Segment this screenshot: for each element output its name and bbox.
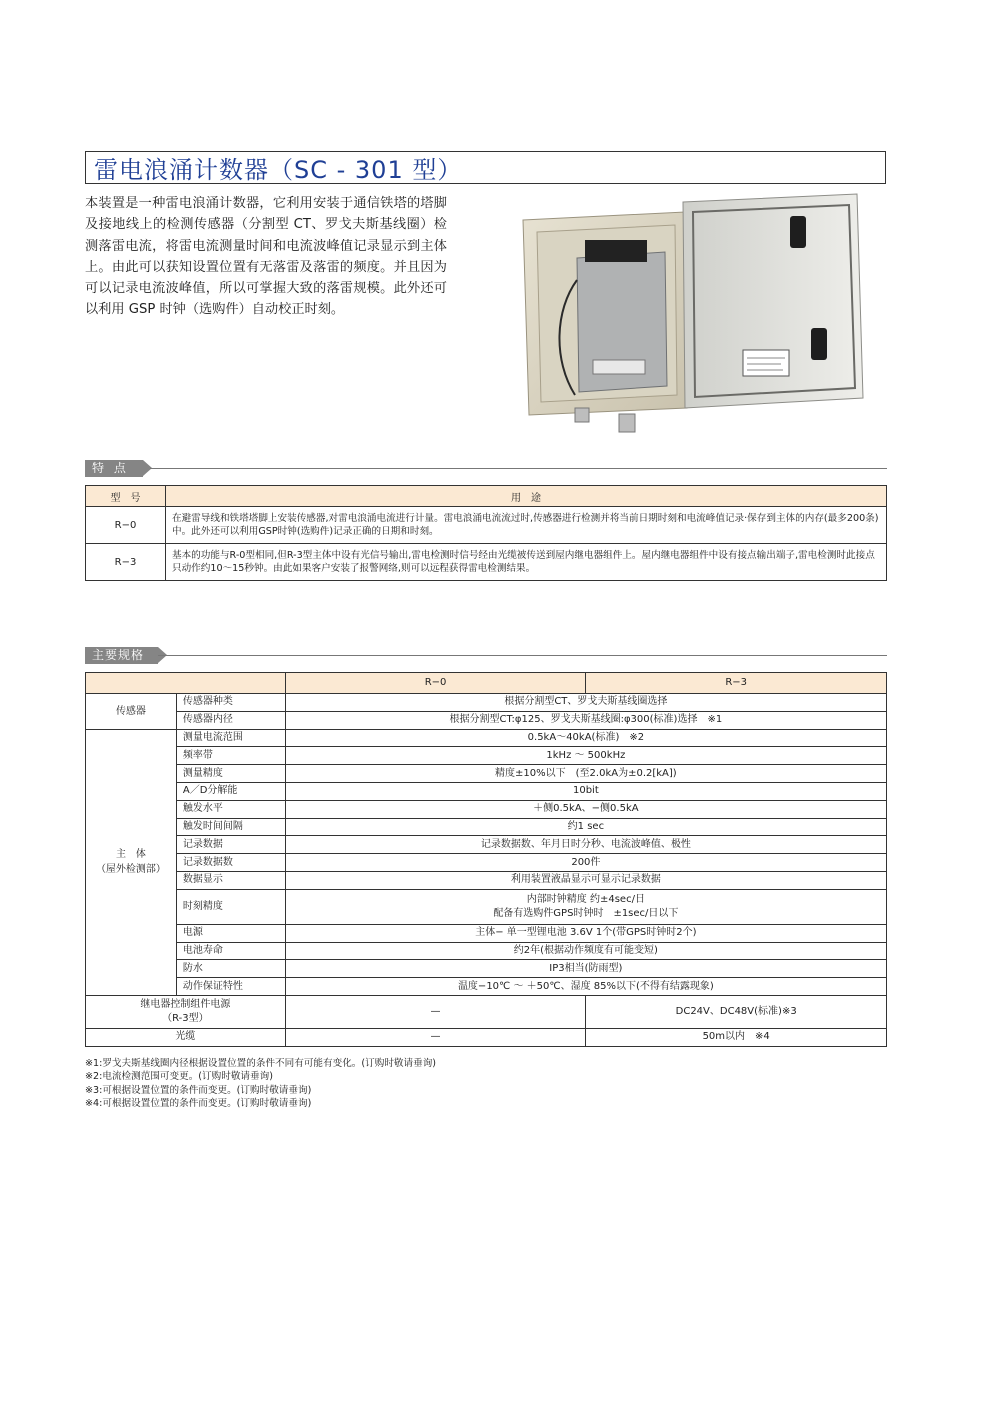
spec-label: 频率带 — [176, 747, 285, 765]
features-model-cell: R−3 — [86, 544, 166, 581]
footnote: ※4:可根据设置位置的条件而变更。(订购时敬请垂询) — [85, 1097, 312, 1109]
spec-label: 测量电流范围 — [176, 729, 285, 747]
relay-power-label-line1: 继电器控制组件电源 — [140, 998, 231, 1010]
sensor-group-label: 传感器 — [86, 694, 177, 730]
specs-section-tag — [85, 647, 158, 664]
table-row — [86, 747, 887, 765]
specs-table — [85, 672, 887, 1047]
table-row — [86, 711, 887, 729]
specs-header-row — [86, 673, 887, 694]
table-row — [86, 978, 887, 996]
spec-label: 数据显示 — [176, 871, 285, 889]
features-tag-label: 特 点 — [85, 460, 143, 477]
spec-label: 测量精度 — [176, 765, 285, 783]
spec-value: 温度−10℃ ～ ＋50℃、湿度 85%以下(不得有结露现象) — [285, 978, 886, 996]
table-row — [86, 924, 887, 942]
spec-value: 记录数据数、年月日时分秒、电流波峰值、极性 — [285, 836, 886, 854]
features-model-cell: R−0 — [86, 507, 166, 544]
time-accuracy-line1: 内部时钟精度 约±4sec/日 — [526, 893, 645, 905]
table-row — [86, 818, 887, 836]
optical-cable-r3: 50m以内 ※4 — [586, 1028, 887, 1046]
features-header-use: 用 途 — [166, 486, 887, 507]
spec-label: 触发时间间隔 — [176, 818, 285, 836]
time-accuracy-line2: 配备有选购件GPS时钟时 ±1sec/日以下 — [493, 907, 679, 919]
spec-value: 约2年(根据动作频度有可能变短) — [285, 942, 886, 960]
specs-tag-label: 主要规格 — [85, 647, 158, 664]
spec-label: 防水 — [176, 960, 285, 978]
spec-value: 利用装置液晶显示可显示记录数据 — [285, 871, 886, 889]
spec-value: 精度±10%以下 (至2.0kA为±0.2[kA]) — [285, 765, 886, 783]
spec-value: 约1 sec — [285, 818, 886, 836]
specs-divider — [158, 655, 887, 656]
table-row — [86, 800, 887, 818]
intro-paragraph: 本装置是一种雷电浪涌计数器，它利用安装于通信铁塔的塔脚及接地线上的检测传感器（分割型 CT、罗戈夫斯基线圈）检测落雷电流，将雷电流测量时间和电流波峰值记录显示到主体上。由此可以获知设置位置有无落雷及落雷的频度。并且因为可以记录电流波峰值，所以可掌握大致的落雷规模。此外还可以利用 GSP 时钟（选购件）自动校正时刻。 — [85, 196, 447, 318]
features-desc-cell: 在避雷导线和铁塔塔脚上安装传感器,对雷电浪涌电流进行计量。雷电浪涌电流流过时,传感器进行检测并将当前日期时刻和电流峰值记录·保存到主体的内存(最多200条)中。此外还可以利用GSP时钟(选购件)记录正确的日期和时刻。 — [166, 507, 887, 544]
main-body-group-label — [86, 729, 177, 995]
footnotes — [85, 1057, 436, 1110]
spec-label: A／D分解能 — [176, 782, 285, 800]
spec-value: 根据分割型CT、罗戈夫斯基线圈选择 — [285, 694, 886, 712]
spec-label: 动作保证特性 — [176, 978, 285, 996]
spec-label: 记录数据数 — [176, 854, 285, 872]
relay-power-r3: DC24V、DC48V(标准)※3 — [586, 995, 887, 1028]
table-row — [86, 544, 887, 581]
spec-label: 传感器种类 — [176, 694, 285, 712]
table-row — [86, 836, 887, 854]
relay-power-label — [86, 995, 286, 1028]
spec-value: IP3相当(防雨型) — [285, 960, 886, 978]
spec-label: 电池寿命 — [176, 942, 285, 960]
features-divider — [150, 468, 887, 469]
spec-value: ＋侧0.5kA、−侧0.5kA — [285, 800, 886, 818]
table-row — [86, 782, 887, 800]
spec-label: 触发水平 — [176, 800, 285, 818]
table-row — [86, 729, 887, 747]
table-row — [86, 871, 887, 889]
optical-cable-label: 光缆 — [86, 1028, 286, 1046]
specs-header-blank — [86, 673, 286, 694]
features-header-row — [86, 486, 887, 507]
spec-value: 主体− 单一型锂电池 3.6V 1个(带GPS时钟时2个) — [285, 924, 886, 942]
main-body-label-line1: 主 体 — [115, 849, 146, 861]
specs-header-r0: R−0 — [285, 673, 586, 694]
footnote: ※1:罗戈夫斯基线圈内径根据设置位置的条件不同有可能有变化。(订购时敬请垂询) — [85, 1058, 437, 1069]
spec-label: 记录数据 — [176, 836, 285, 854]
relay-power-label-line2: （R-3型） — [162, 1012, 209, 1024]
main-body-label-line2: （屋外检测部） — [95, 864, 166, 876]
table-row — [86, 507, 887, 544]
features-header-model: 型 号 — [86, 486, 166, 507]
spec-value: 0.5kA～40kA(标准) ※2 — [285, 729, 886, 747]
footnote: ※3:可根据设置位置的条件而变更。(订购时敬请垂询) — [85, 1084, 312, 1096]
spec-label: 电源 — [176, 924, 285, 942]
optical-cable-r0: — — [285, 1028, 586, 1046]
table-row — [86, 942, 887, 960]
spec-value: 200件 — [285, 854, 886, 872]
spec-value: 根据分割型CT:φ125、罗戈夫斯基线圈:φ300(标准)选择 ※1 — [285, 711, 886, 729]
lightning-counter-enclosure-photo — [515, 190, 870, 440]
features-section-tag — [85, 460, 143, 477]
spec-value: 10bit — [285, 782, 886, 800]
spec-label: 时刻精度 — [176, 889, 285, 924]
table-row — [86, 765, 887, 783]
spec-label: 传感器内径 — [176, 711, 285, 729]
table-row — [86, 1028, 887, 1046]
features-desc-cell: 基本的功能与R-0型相同,但R-3型主体中设有光信号输出,雷电检测时信号经由光缆被传送到屋内继电器组件上。屋内继电器组件中设有接点输出端子,雷电检测时此接点只动作约10～15秒钟。由此如果客户安装了报警网络,则可以远程获得雷电检测结果。 — [166, 544, 887, 581]
relay-power-r0: — — [285, 995, 586, 1028]
spec-value: 1kHz ～ 500kHz — [285, 747, 886, 765]
table-row — [86, 694, 887, 712]
table-row — [86, 960, 887, 978]
table-row — [86, 889, 887, 924]
page-title: 雷电浪涌计数器（SC - 301 型） — [94, 156, 463, 184]
page-title-box — [85, 151, 886, 184]
spec-value — [285, 889, 886, 924]
specs-header-r3: R−3 — [586, 673, 887, 694]
features-table — [85, 485, 887, 581]
table-row — [86, 854, 887, 872]
table-row — [86, 995, 887, 1028]
footnote: ※2:电流检测范围可变更。(订购时敬请垂询) — [85, 1071, 273, 1083]
